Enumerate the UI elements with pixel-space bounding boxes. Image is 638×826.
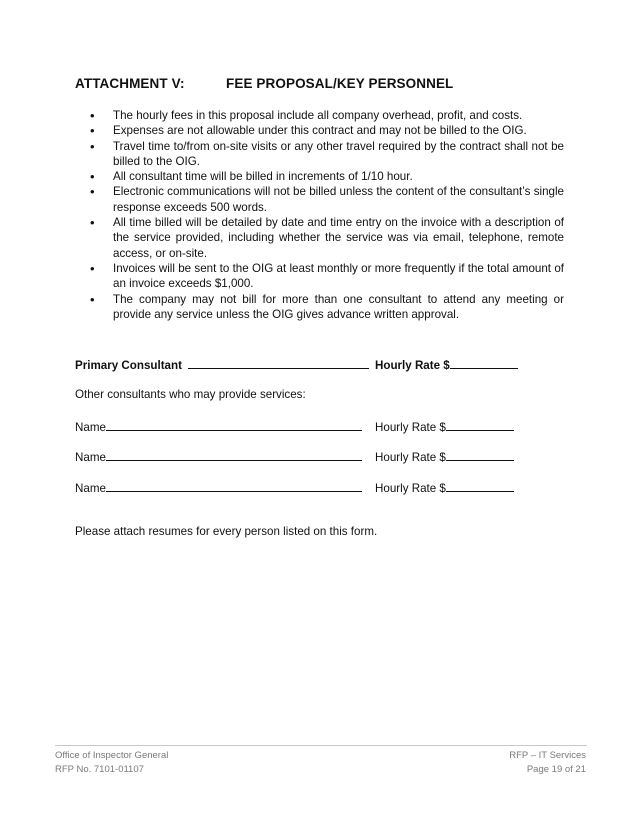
attach-note: Please attach resumes for every person listed on this form. [75, 525, 378, 538]
footer-right [509, 749, 586, 777]
list-item: • All time billed will be detailed by date and time entry on the invoice with a description of the service provided, including whether the service was via email, telephone, remote access, or on-site. [90, 215, 564, 261]
name-label: Name [75, 482, 106, 495]
footer-page-number: Page 19 of 21 [526, 764, 586, 775]
attachment-title: FEE PROPOSAL/KEY PERSONNEL [226, 76, 454, 91]
attachment-heading [75, 76, 454, 91]
name-field[interactable] [106, 449, 362, 461]
terms-list [90, 108, 564, 322]
attachment-label: ATTACHMENT V: [75, 76, 185, 91]
name-field[interactable] [106, 480, 362, 492]
consultant-row-1 [75, 419, 446, 434]
primary-consultant-row [75, 357, 450, 372]
list-item: • The hourly fees in this proposal include all company overhead, profit, and costs. [90, 108, 564, 123]
footer-org: Office of Inspector General [55, 750, 169, 761]
list-item: • Electronic communications will not be billed unless the content of the consultant’s single response exceeds 500 words. [90, 184, 564, 215]
hourly-rate-label: Hourly Rate $ [375, 482, 446, 495]
footer-rfp-number: RFP No. 7101-01107 [55, 764, 144, 775]
hourly-rate-field[interactable] [446, 480, 514, 492]
consultant-row-2 [75, 449, 446, 464]
other-consultants-text: Other consultants who may provide services: [75, 388, 306, 401]
footer-divider [55, 745, 587, 746]
list-item: • The company may not bill for more than one consultant to attend any meeting or provide any service unless the OIG gives advance written approval. [90, 292, 564, 323]
name-label: Name [75, 421, 106, 434]
primary-hourly-rate-label: Hourly Rate $ [375, 359, 450, 372]
name-field[interactable] [106, 419, 362, 431]
name-label: Name [75, 451, 106, 464]
hourly-rate-label: Hourly Rate $ [375, 421, 446, 434]
hourly-rate-label: Hourly Rate $ [375, 451, 446, 464]
list-item: • All consultant time will be billed in increments of 1/10 hour. [90, 169, 564, 184]
hourly-rate-field[interactable] [446, 449, 514, 461]
primary-hourly-rate-field[interactable] [450, 357, 518, 369]
footer-left [55, 749, 168, 777]
primary-consultant-label: Primary Consultant [75, 359, 182, 372]
list-item: • Travel time to/from on-site visits or any other travel required by the contract shall not be billed to the OIG. [90, 139, 564, 170]
consultant-row-3 [75, 480, 446, 495]
list-item: • Expenses are not allowable under this contract and may not be billed to the OIG. [90, 123, 564, 138]
footer-rfp-title: RFP – IT Services [509, 750, 586, 761]
hourly-rate-field[interactable] [446, 419, 514, 431]
list-item: • Invoices will be sent to the OIG at least monthly or more frequently if the total amount of an invoice exceeds $1,000. [90, 261, 564, 292]
primary-consultant-field[interactable] [188, 357, 369, 369]
